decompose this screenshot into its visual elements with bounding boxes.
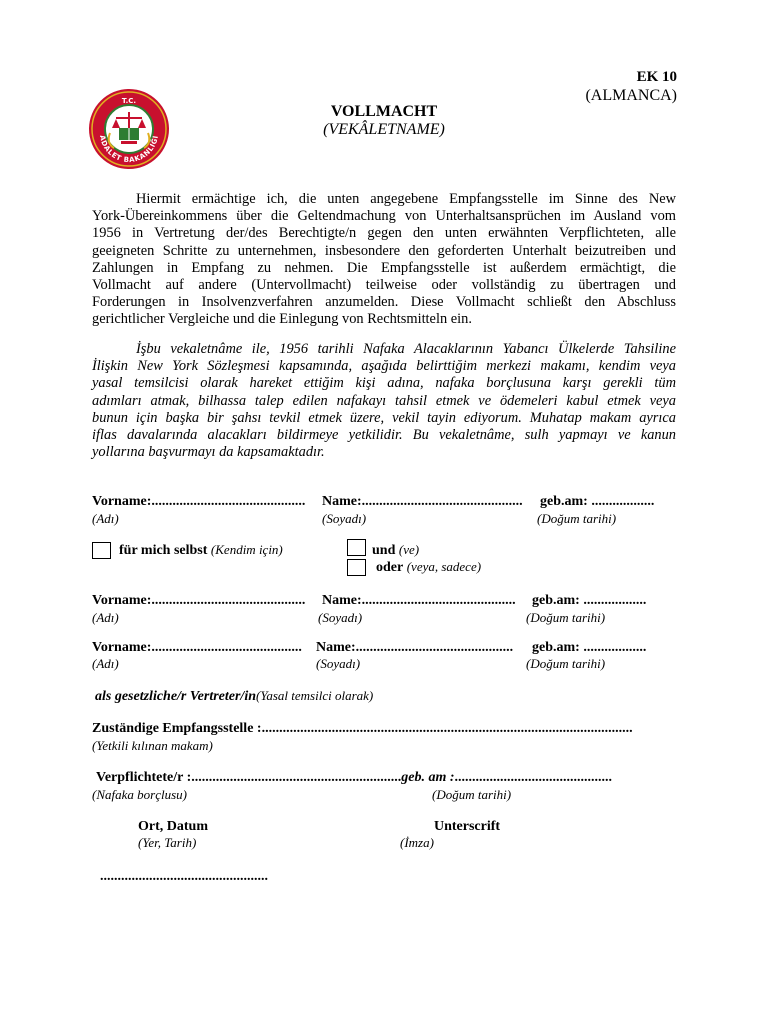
- label-soyadi-1: (Soyadı): [322, 511, 367, 526]
- place-date-tr: (Yer, Tarih): [138, 835, 197, 850]
- place-date-line[interactable]: ................................................: [100, 869, 268, 884]
- oder-option-text: oder: [376, 560, 404, 575]
- paragraph-line: 1956 in Vertretung der/des Berechtigte/n gegen den unten erwähnten Verpflichteten, alle: [92, 225, 676, 242]
- name-field-2[interactable]: Name:............................................: [322, 593, 516, 608]
- debtor-geb-label: geb. am :: [401, 770, 455, 785]
- paragraph-line: İşbu vekaletnâme ile, 1956 tarihli Nafaka Alacaklarının Yabancı Ülkelerde Tahsiline: [136, 341, 676, 357]
- debtor-dots: /r :............................................................: [173, 770, 402, 785]
- authority-dots: ..........................................................................................................: [261, 721, 633, 736]
- vorname-field-3[interactable]: Vorname:...........................................: [92, 640, 302, 655]
- representative-label: [95, 688, 373, 705]
- label-adi-3: (Adı): [92, 656, 119, 671]
- annex-language: (ALMANCA): [585, 87, 677, 104]
- birthdate-field-1[interactable]: geb.am: ..................: [540, 494, 655, 509]
- debtor-label: Verpflichtete: [96, 770, 174, 785]
- paragraph-line: yollarına başvurmayı da kapsamaktadır.: [92, 444, 325, 461]
- label-dogum-2: (Doğum tarihi): [526, 610, 606, 625]
- svg-text:T.C.: T.C.: [121, 97, 137, 105]
- label-dogum-3: (Doğum tarihi): [526, 656, 606, 671]
- label-dogum-1: (Doğum tarihi): [537, 511, 617, 526]
- annex-number: EK 10: [636, 69, 677, 85]
- self-option-label: [119, 542, 283, 559]
- authority-tr: (Yetkili kılınan makam): [92, 738, 213, 753]
- und-option-tr: (ve): [398, 542, 420, 557]
- label-soyadi-2: (Soyadı): [318, 610, 363, 625]
- label-adi-1: (Adı): [92, 511, 119, 526]
- authority-field[interactable]: [92, 721, 633, 737]
- vorname-field-1[interactable]: Vorname:............................................: [92, 494, 306, 509]
- self-checkbox[interactable]: [92, 542, 111, 559]
- name-field-1[interactable]: Name:..............................................: [322, 494, 523, 509]
- und-option-text: und: [372, 543, 396, 558]
- paragraph-line: bunun için başka bir şahsı tevkil etmek üzere, vekil tayin ediyorum. Muhatap makam ayrıca: [92, 409, 676, 426]
- representative-text: als gesetzliche/r Vertreter/in: [95, 689, 256, 704]
- debtor-dogum: (Doğum tarihi): [432, 787, 512, 802]
- paragraph-line: iflas davalarında alacakları bildirmeye yetkilidir. Bu vekaletnâme, sulh yapmayı ve kanun: [92, 427, 676, 444]
- document-subtitle: (VEKÂLETNAME): [323, 121, 445, 138]
- paragraph-line: York-Übereinkommens über die Geltendmachung von Unterhaltsansprüchen im Ausland vom: [92, 208, 676, 225]
- paragraph-line: geeigneten Schritte zu unternehmen, insbesondere den geforderten Unterhalt beizutreiben und: [92, 242, 676, 259]
- debtor-field[interactable]: [96, 770, 612, 786]
- document-title: VOLLMACHT: [330, 103, 438, 120]
- place-date-label: Ort, Datum: [138, 819, 208, 834]
- paragraph-line: adımları atmak, bilhassa talep edilen nafakayı tahsil etmek ve ödemeleri kabul etmek veya: [92, 392, 676, 409]
- signature-label: Unterscrift: [434, 819, 501, 834]
- vorname-field-2[interactable]: Vorname:............................................: [92, 593, 306, 608]
- authority-label: Zuständige Empfangsstelle :: [92, 721, 262, 736]
- und-option-label: [372, 542, 419, 559]
- representative-tr: (Yasal temsilci olarak): [256, 688, 374, 703]
- birthdate-field-2[interactable]: geb.am: ..................: [532, 593, 647, 608]
- paragraph-line: Forderungen in Insolvenzverfahren anzumelden. Diese Vollmacht schließt den Abschluss: [92, 294, 676, 311]
- self-option-text: für mich selbst: [119, 543, 208, 558]
- paragraph-line: Vollmacht auf andere (Untervollmacht) teilweise oder vollständig zu übertragen und: [92, 277, 676, 294]
- turkish-paragraph: [92, 341, 676, 461]
- oder-checkbox[interactable]: [347, 559, 366, 576]
- label-soyadi-3: (Soyadı): [316, 656, 361, 671]
- name-field-3[interactable]: Name:.............................................: [316, 640, 514, 655]
- paragraph-line: Zahlungen in Empfang zu nehmen. Die Empfangsstelle ist außerdem ermächtigt, die: [92, 259, 676, 276]
- paragraph-line: Hiermit ermächtige ich, die unten angegebene Empfangsstelle im Sinne des New: [136, 191, 676, 207]
- oder-option-label: [376, 559, 481, 576]
- debtor-geb-dots: .............................................: [454, 770, 613, 785]
- seal-ring-text: ADALET BAKANLIĞI: [98, 134, 160, 165]
- und-checkbox[interactable]: [347, 539, 366, 556]
- debtor-tr: (Nafaka borçlusu): [92, 787, 187, 802]
- paragraph-line: yasal temsilcisi olarak hareket ettiğim kişi adına, nafaka borçlusuna karşı gerekli tüm: [92, 375, 676, 392]
- oder-option-tr: (veya, sadece): [406, 559, 482, 574]
- self-option-tr: (Kendim için): [210, 542, 283, 557]
- paragraph-line: İlişkin New York Sözleşmesi kapsamında, aşağıda belirttiğim merkezi makamı, kendim veya: [92, 358, 676, 375]
- birthdate-field-3[interactable]: geb.am: ..................: [532, 640, 647, 655]
- signature-tr: (İmza): [400, 835, 434, 850]
- german-paragraph: [92, 191, 676, 329]
- label-adi-2: (Adı): [92, 610, 119, 625]
- paragraph-line: gerichtlicher Vergleiche und die Einlegung von Rechtsmitteln ein.: [92, 311, 472, 328]
